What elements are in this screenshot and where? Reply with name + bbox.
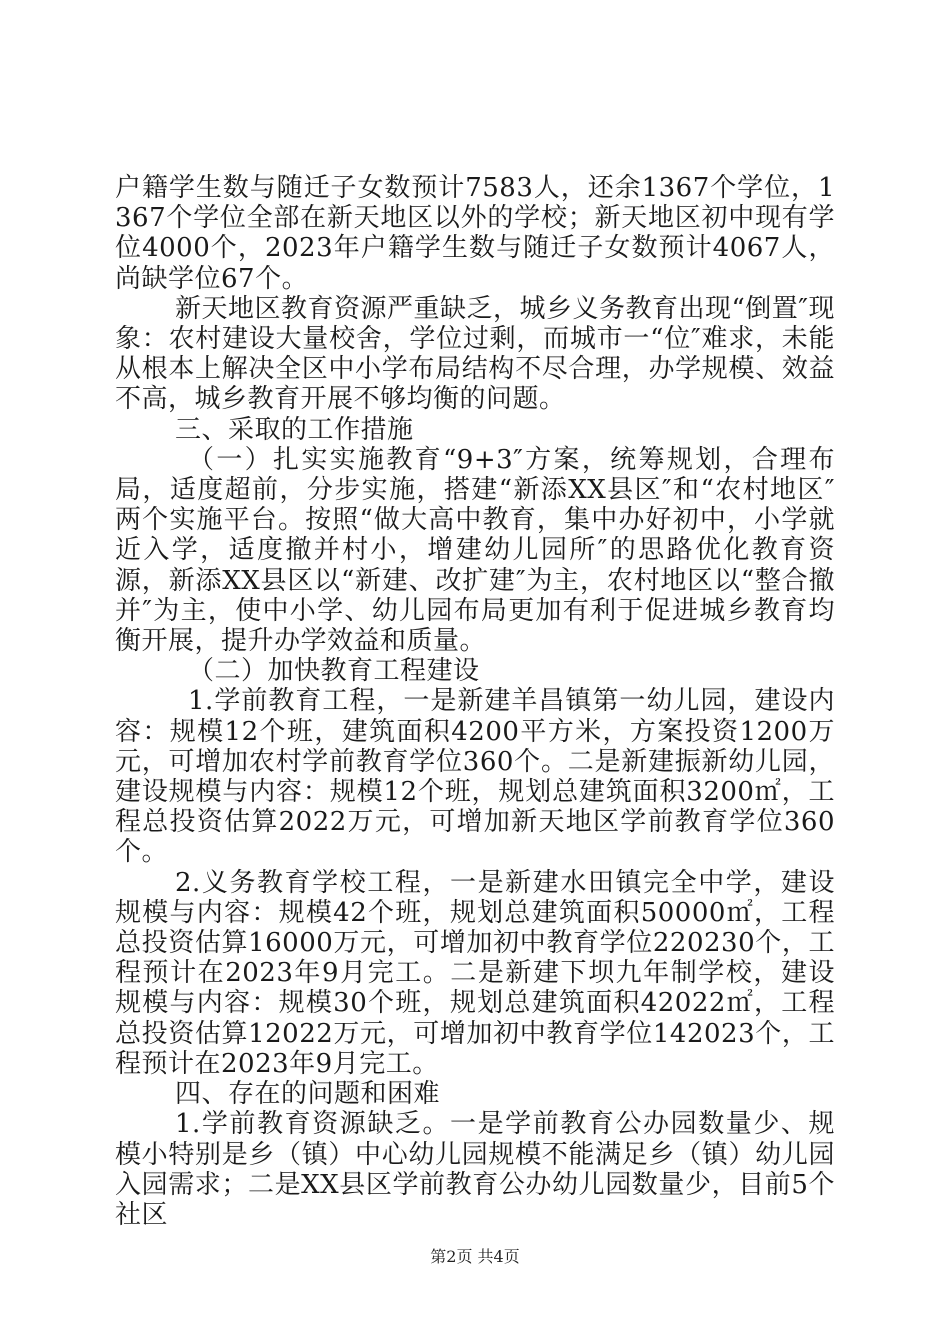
paragraph: （二）加快教育工程建设 bbox=[188, 656, 480, 687]
page-footer: 第2页 共4页 bbox=[430, 1247, 520, 1266]
paragraph: 三、采取的工作措施 bbox=[175, 414, 414, 445]
document-body bbox=[115, 173, 835, 1230]
paragraph: 2.义务教育学校工程，一是新建水田镇完全中学，建设规模与内容：规模42个班，规划总建筑面积50000㎡，工程总投资估算16000万元，可增加初中教育学位220230个，工程预计在2023年9月完工。二是新建下坝九年制学校，建设规模与内容：规模30个班，规划总建筑面积42022㎡，工程总投资估算12022万元，可增加初中教育学位142023个，工程预计在2023年9月完工。 bbox=[115, 867, 835, 1079]
paragraph: 新天地区教育资源严重缺乏，城乡义务教育出现“倒置″现象：农村建设大量校舍，学位过剩，而城市一“位″难求，未能从根本上解决全区中小学布局结构不尽合理，办学规模、效益不高，城乡教育开展不够均衡的问题。 bbox=[115, 293, 836, 415]
paragraph: （一）扎实实施教育“9+3″方案，统筹规划，合理布局，适度超前，分步实施，搭建“新添XX县区″和“农村地区″两个实施平台。按照“做大高中教育，集中办好初中，小学就近入学，适度撤并村小，增建幼儿园所″的思路优化教育资源，新添XX县区以“新建、改扩建″为主，农村地区以“整合撤并″为主，使中小学、幼儿园布局更加有利于促进城乡教育均衡开展，提升办学效益和质量。 bbox=[115, 444, 835, 657]
paragraph: 四、存在的问题和困难 bbox=[175, 1079, 441, 1110]
paragraph: 户籍学生数与随迁子女数预计7583人，还余1367个学位，1367个学位全部在新天地区以外的学校；新天地区初中现有学位4000个，2023年户籍学生数与随迁子女数预计4067人，尚缺学位67个。 bbox=[115, 173, 835, 294]
paragraph: 1.学前教育资源缺乏。一是学前教育公办园数量少、规模小特别是乡（镇）中心幼儿园规模不能满足乡（镇）幼儿园入园需求；二是XX县区学前教育公办幼儿园数量少，目前5个社区 bbox=[115, 1109, 835, 1230]
paragraph: 1.学前教育工程，一是新建羊昌镇第一幼儿园，建设内容：规模12个班，建筑面积4200平方米，方案投资1200万元，可增加农村学前教育学位360个。二是新建振新幼儿园，建设规模与内容：规模12个班，规划总建筑面积3200㎡，工程总投资估算2022万元，可增加新天地区学前教育学位360个。 bbox=[115, 686, 835, 868]
